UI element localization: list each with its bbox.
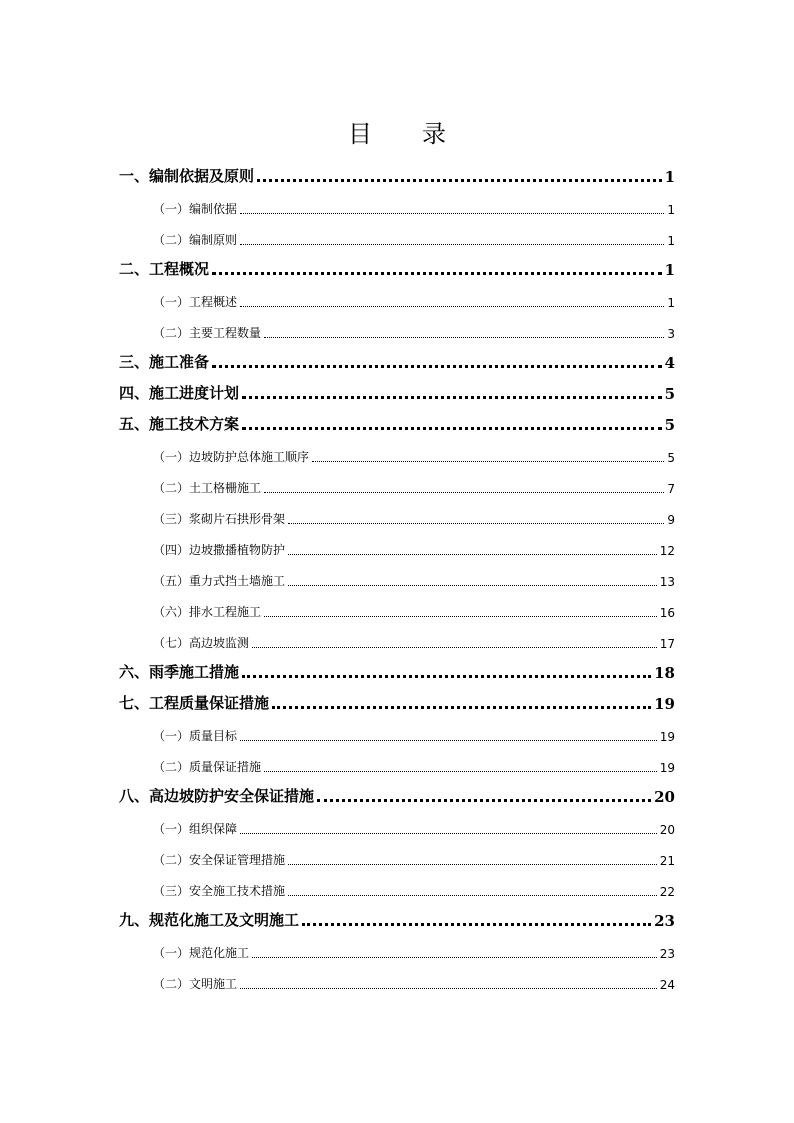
toc-entry-label: （二）文明施工 [153, 977, 238, 991]
toc-dot-leader [240, 243, 664, 245]
toc-dot-leader [242, 395, 662, 399]
toc-entry-page-number: 22 [659, 885, 675, 899]
toc-entry-page-number: 20 [654, 788, 675, 806]
toc-dot-leader [240, 987, 657, 989]
toc-entry-page-number: 7 [667, 482, 675, 496]
toc-entry-page-number: 21 [659, 854, 675, 868]
toc-entry-label: 一、编制依据及原则 [119, 167, 255, 185]
toc-entry-page-number: 5 [664, 385, 675, 403]
toc-dot-leader [240, 739, 657, 741]
toc-subsection-entry[interactable] [119, 749, 675, 780]
toc-subsection-entry[interactable] [119, 966, 675, 997]
toc-dot-leader [242, 674, 651, 678]
toc-title-char-1: 目 [348, 120, 372, 148]
toc-entry-page-number: 4 [664, 354, 675, 372]
toc-section-entry[interactable] [119, 253, 675, 284]
toc-dot-leader [288, 863, 657, 865]
toc-entry-page-number: 1 [664, 168, 675, 186]
toc-dot-leader [257, 178, 662, 182]
toc-subsection-entry[interactable] [119, 935, 675, 966]
toc-entry-page-number: 19 [659, 730, 675, 744]
toc-entry-page-number: 3 [667, 327, 675, 341]
toc-entry-page-number: 13 [659, 575, 675, 589]
toc-entry-label: （五）重力式挡土墙施工 [153, 574, 286, 588]
toc-dot-leader [264, 770, 657, 772]
toc-entry-label: （二）主要工程数量 [153, 326, 262, 340]
toc-subsection-entry[interactable] [119, 191, 675, 222]
toc-entry-label: 二、工程概况 [119, 260, 210, 278]
toc-entry-page-number: 20 [659, 823, 675, 837]
toc-subsection-entry[interactable] [119, 501, 675, 532]
toc-entry-label: （七）高边坡监测 [153, 636, 250, 650]
toc-entry-label: （一）工程概述 [153, 295, 238, 309]
toc-entry-page-number: 17 [659, 637, 675, 651]
toc-entry-label: （一）组织保障 [153, 822, 238, 836]
toc-entry-label: （一）规范化施工 [153, 946, 250, 960]
toc-entry-page-number: 19 [654, 695, 675, 713]
toc-dot-leader [312, 460, 664, 462]
toc-entry-label: （三）安全施工技术措施 [153, 884, 286, 898]
toc-subsection-entry[interactable] [119, 811, 675, 842]
table-of-contents [119, 160, 675, 997]
toc-subsection-entry[interactable] [119, 563, 675, 594]
toc-subsection-entry[interactable] [119, 470, 675, 501]
toc-entry-label: （二）土工格栅施工 [153, 481, 262, 495]
toc-section-entry[interactable] [119, 687, 675, 718]
toc-subsection-entry[interactable] [119, 222, 675, 253]
toc-entry-page-number: 12 [659, 544, 675, 558]
toc-dot-leader [240, 832, 657, 834]
toc-entry-label: （一）边坡防护总体施工顺序 [153, 450, 310, 464]
toc-dot-leader [240, 212, 664, 214]
toc-entry-label: （二）安全保证管理措施 [153, 853, 286, 867]
toc-dot-leader [272, 705, 651, 709]
toc-dot-leader [252, 646, 657, 648]
toc-entry-page-number: 24 [659, 978, 675, 992]
toc-entry-label: （二）编制原则 [153, 233, 238, 247]
toc-entry-label: （四）边坡撒播植物防护 [153, 543, 286, 557]
toc-dot-leader [242, 426, 662, 430]
toc-title [0, 114, 794, 149]
toc-section-entry[interactable] [119, 160, 675, 191]
toc-dot-leader [264, 336, 664, 338]
toc-subsection-entry[interactable] [119, 873, 675, 904]
toc-entry-label: （三）浆砌片石拱形骨架 [153, 512, 286, 526]
toc-entry-page-number: 18 [654, 664, 675, 682]
toc-section-entry[interactable] [119, 780, 675, 811]
toc-entry-label: （一）编制依据 [153, 202, 238, 216]
toc-entry-page-number: 23 [659, 947, 675, 961]
toc-entry-label: （一）质量目标 [153, 729, 238, 743]
toc-entry-label: （二）质量保证措施 [153, 760, 262, 774]
toc-entry-page-number: 1 [667, 296, 675, 310]
toc-subsection-entry[interactable] [119, 625, 675, 656]
toc-dot-leader [212, 364, 662, 368]
toc-subsection-entry[interactable] [119, 284, 675, 315]
toc-subsection-entry[interactable] [119, 439, 675, 470]
toc-subsection-entry[interactable] [119, 718, 675, 749]
toc-dot-leader [288, 522, 664, 524]
toc-dot-leader [212, 271, 662, 275]
toc-dot-leader [288, 894, 657, 896]
toc-entry-label: 五、施工技术方案 [119, 415, 240, 433]
toc-dot-leader [264, 491, 664, 493]
toc-entry-label: 八、高边坡防护安全保证措施 [119, 787, 315, 805]
toc-entry-page-number: 23 [654, 912, 675, 930]
toc-subsection-entry[interactable] [119, 532, 675, 563]
toc-entry-page-number: 16 [659, 606, 675, 620]
toc-section-entry[interactable] [119, 904, 675, 935]
toc-entry-label: 六、雨季施工措施 [119, 663, 240, 681]
toc-subsection-entry[interactable] [119, 594, 675, 625]
toc-subsection-entry[interactable] [119, 315, 675, 346]
toc-dot-leader [288, 584, 657, 586]
toc-entry-page-number: 19 [659, 761, 675, 775]
toc-dot-leader [288, 553, 657, 555]
toc-dot-leader [317, 798, 651, 802]
toc-section-entry[interactable] [119, 346, 675, 377]
toc-entry-page-number: 1 [667, 234, 675, 248]
toc-dot-leader [302, 922, 651, 926]
toc-dot-leader [264, 615, 657, 617]
toc-entry-label: 四、施工进度计划 [119, 384, 240, 402]
toc-entry-page-number: 5 [664, 416, 675, 434]
toc-dot-leader [252, 956, 657, 958]
toc-section-entry[interactable] [119, 408, 675, 439]
toc-entry-page-number: 9 [667, 513, 675, 527]
toc-entry-label: （六）排水工程施工 [153, 605, 262, 619]
toc-title-char-2: 录 [422, 120, 446, 148]
toc-subsection-entry[interactable] [119, 842, 675, 873]
toc-entry-label: 三、施工准备 [119, 353, 210, 371]
toc-section-entry[interactable] [119, 656, 675, 687]
toc-entry-page-number: 5 [667, 451, 675, 465]
toc-entry-label: 七、工程质量保证措施 [119, 694, 270, 712]
toc-entry-page-number: 1 [667, 203, 675, 217]
toc-entry-page-number: 1 [664, 261, 675, 279]
toc-entry-label: 九、规范化施工及文明施工 [119, 911, 300, 929]
toc-section-entry[interactable] [119, 377, 675, 408]
toc-dot-leader [240, 305, 664, 307]
